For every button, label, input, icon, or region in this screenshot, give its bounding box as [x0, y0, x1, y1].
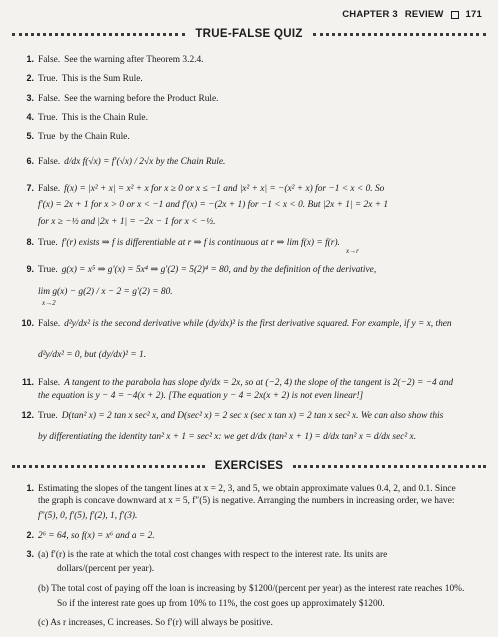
section-label: REVIEW [404, 9, 444, 20]
exercise-line: 2⁶ = 64, so f(x) = x⁶ and a = 2. [38, 531, 155, 541]
exercise-line: dollars/(percent per year). [57, 564, 155, 574]
verdict: False. [38, 319, 61, 329]
verdict: False. [38, 378, 61, 388]
quiz-item-11 [18, 376, 486, 390]
explanation-line: for x ≥ −½ and |2x + 1| = −2x − 1 for x < −½. [38, 217, 216, 227]
verdict: False. [38, 94, 61, 104]
quiz-item-5 [18, 130, 486, 144]
quiz-item-6 [18, 155, 486, 169]
verdict: True. [38, 238, 58, 248]
dotted-rule-left [12, 465, 205, 468]
verdict: False. [38, 157, 61, 167]
item-number: 11. [21, 377, 34, 387]
exercise-item-1 [18, 482, 486, 496]
explanation-line: lim g(x) − g(2) / x − 2 = g′(2) = 80. [38, 287, 173, 297]
exercise-line: (a) f′(r) is the rate at which the total cost changes with respect to the interest rate. Its units are [38, 550, 388, 560]
explanation-line: A tangent to the parabola has slope dy/dx = 2x, so at (−2, 4) the slope of the tangent is 2(−2) = −4 and [64, 378, 454, 388]
quiz-item-4 [18, 111, 486, 125]
quiz-item-12 [18, 409, 486, 423]
item-number: 3. [26, 93, 34, 103]
limit-subscript: x→2 [42, 299, 56, 307]
quiz-item-9 [18, 263, 486, 277]
quiz-title: TRUE-FALSE QUIZ [195, 28, 303, 40]
explanation-line: g(x) = x⁵ ⇒ g′(x) = 5x⁴ ⇒ g′(2) = 5(2)⁴ = 80, and by the definition of the derivative, [61, 265, 377, 275]
quiz-item-7 [18, 182, 486, 196]
exercise-line: (b) The total cost of paying off the loan is increasing by $1200/(percent per year) as the interest rate reaches 10%. [38, 584, 465, 594]
explanation-line: f(x) = |x² + x| = x² + x for x ≥ 0 or x ≤ −1 and |x² + x| = −(x² + x) for −1 < x < 0. So [64, 184, 385, 194]
explanation: This is the Sum Rule. [61, 74, 143, 84]
item-number: 8. [26, 237, 34, 247]
explanation: f′(r) exists ⇒ f is differentiable at r ⇒ f is continuous at r ⇒ lim f(x) = f(r). [61, 238, 340, 248]
item-number: 2. [26, 73, 34, 83]
verdict: True [38, 132, 56, 142]
exercise-line: f″(5), 0, f′(5), f′(2), 1, f′(3). [38, 511, 138, 521]
explanation: See the warning before the Product Rule. [64, 94, 219, 104]
quiz-heading [12, 27, 486, 41]
explanation: d/dx f(√x) = f′(√x) / 2√x by the Chain Rule. [64, 157, 226, 167]
dotted-rule-left [12, 33, 185, 36]
explanation-line: f′(x) = 2x + 1 for x > 0 or x < −1 and f′(x) = −(2x + 1) for −1 < x < 0. But |2x + 1| = 2x + 1 [38, 200, 389, 210]
quiz-item-3 [18, 92, 486, 106]
exercise-line: the graph is concave downward at x = 5, f″(5) is negative. Arranging the numbers in increasing order, we have: [38, 496, 455, 506]
explanation-line: the equation is y − 4 = −4(x + 2). [The equation y − 4 = 2x(x + 2) is not even linear!] [38, 391, 364, 401]
exercise-line: So if the interest rate goes up from 10% to 11%, the cost goes up approximately $1200. [57, 599, 385, 609]
verdict: True. [38, 411, 58, 421]
explanation: by the Chain Rule. [59, 132, 130, 142]
quiz-item-1 [18, 53, 486, 67]
item-number: 1. [26, 483, 34, 493]
item-number: 4. [26, 112, 34, 122]
item-number: 1. [26, 54, 34, 64]
verdict: True. [38, 113, 58, 123]
explanation-line: by differentiating the identity tan² x + 1 = sec² x: we get d/dx (tan² x + 1) = d/dx tan² x = d/dx sec² x. [38, 432, 417, 442]
item-number: 10. [21, 318, 34, 328]
item-number: 9. [26, 264, 34, 274]
exercises-title: EXERCISES [214, 460, 284, 472]
square-icon [451, 11, 459, 19]
item-number: 5. [26, 131, 34, 141]
verdict: True. [38, 74, 58, 84]
limit-subscript: x→r [346, 247, 359, 255]
explanation-line: d²y/dx² = 0, but (dy/dx)² = 1. [38, 350, 147, 360]
exercises-heading [12, 459, 486, 473]
running-header [342, 9, 482, 20]
exercise-item-3 [18, 548, 486, 562]
exercise-line: Estimating the slopes of the tangent lines at x = 2, 3, and 5, we obtain approximate values 0.4, 2, and 0.1. Since [38, 484, 456, 494]
explanation: This is the Chain Rule. [61, 113, 148, 123]
explanation: See the warning after Theorem 3.2.4. [64, 55, 204, 65]
item-number: 3. [26, 549, 34, 559]
quiz-item-10 [18, 317, 486, 331]
item-number: 7. [26, 183, 34, 193]
item-number: 12. [21, 410, 34, 420]
item-number: 6. [26, 156, 34, 166]
explanation-line: d²y/dx² is the second derivative while (dy/dx)² is the first derivative squared. For example, if y = x, then [64, 319, 452, 329]
chapter-label: CHAPTER 3 [342, 9, 398, 20]
page-number: 171 [465, 9, 482, 20]
verdict: True. [38, 265, 58, 275]
exercise-item-2 [18, 529, 486, 543]
verdict: False. [38, 184, 61, 194]
quiz-item-8 [18, 236, 486, 250]
item-number: 2. [26, 530, 34, 540]
exercise-line: (c) As r increases, C increases. So f′(r) will always be positive. [38, 618, 273, 628]
explanation-line: D(tan² x) = 2 tan x sec² x, and D(sec² x) = 2 sec x (sec x tan x) = 2 tan x sec² x. We can also show this [61, 411, 444, 421]
quiz-item-2 [18, 72, 486, 86]
dotted-rule-right [313, 33, 486, 36]
dotted-rule-right [293, 465, 486, 468]
verdict: False. [38, 55, 61, 65]
